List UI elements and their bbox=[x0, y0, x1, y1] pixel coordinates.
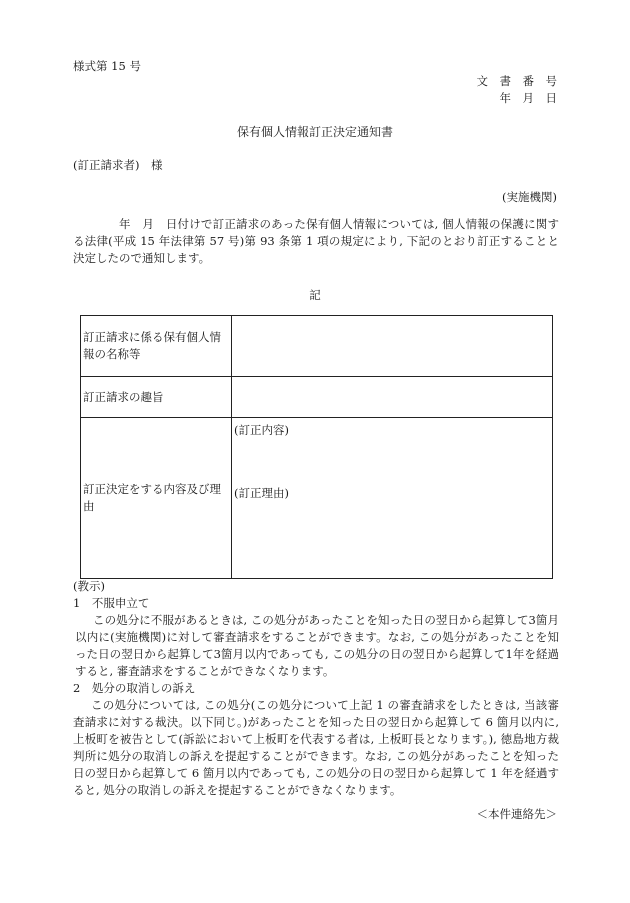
instructions-section bbox=[73, 578, 559, 799]
lawsuit-heading: 2 処分の取消しの訴え bbox=[73, 681, 196, 695]
table-row bbox=[81, 418, 553, 579]
ki-heading: 記 bbox=[309, 288, 321, 302]
issuing-agency: (実施機関) bbox=[502, 190, 557, 204]
body-paragraph: 年 月 日付けで訂正請求のあった保有個人情報については, 個人情報の保護に関する法律(平成 15 年法律第 57 号)第 93 条第 1 項の規定により, 下記のとおり訂正することと決定したので通知します。 bbox=[73, 217, 559, 265]
contact-label: ＜本件連絡先＞ bbox=[476, 807, 557, 821]
row-label-request-purpose: 訂正請求の趣旨 bbox=[81, 377, 232, 418]
row-label-information-name: 訂正請求に係る保有個人情報の名称等 bbox=[81, 316, 232, 377]
appeal-heading: 1 不服申立て bbox=[73, 596, 150, 610]
form-number: 様式第 15 号 bbox=[73, 59, 141, 73]
decision-table bbox=[80, 315, 553, 579]
document-number-label: 文 書 番 号 bbox=[476, 74, 557, 88]
document-title: 保有個人情報訂正決定通知書 bbox=[236, 125, 393, 139]
appeal-text: この処分に不服があるときは, この処分があったことを知った日の翌日から起算して3箇月以内に(実施機関)に対して審査請求をすることができます。なお, この処分があったことを知った日の翌日から起算して3箇月以内であっても, この処分の日の翌日から起算して1年を経過すると, 審査請求をすることができなくなります。 bbox=[75, 613, 559, 678]
row-label-decision-content: 訂正決定をする内容及び理由 bbox=[81, 418, 232, 579]
table-row bbox=[81, 316, 553, 377]
lawsuit-text: この処分については, この処分(この処分について上記 1 の審査請求をしたときは, 当該審査請求に対する裁決。以下同じ。)があったことを知った日の翌日から起算して 6 箇月以内に, 上板町を被告として(訴訟において上板町を代表する者は, 上板町長となります。), 徳島地方裁判所に処分の取消しの訴えを提起することができます。なお, この処分があったことを知った日の翌日から起算して 6 箇月以内であっても, この処分の日の翌日から起算して 1 年を経過すると, 処分の取消しの訴えを提起することができなくなります。 bbox=[73, 698, 559, 797]
addressee: (訂正請求者) 様 bbox=[73, 158, 163, 172]
correction-reason-label: (訂正理由) bbox=[234, 486, 289, 500]
correction-content-label: (訂正内容) bbox=[234, 423, 289, 437]
instructions-heading: (教示) bbox=[73, 579, 105, 593]
table-row bbox=[81, 377, 553, 418]
row-value-information-name bbox=[232, 316, 553, 377]
document-date-label: 年 月 日 bbox=[499, 91, 557, 105]
row-value-request-purpose bbox=[232, 377, 553, 418]
row-value-decision-content bbox=[232, 418, 553, 579]
